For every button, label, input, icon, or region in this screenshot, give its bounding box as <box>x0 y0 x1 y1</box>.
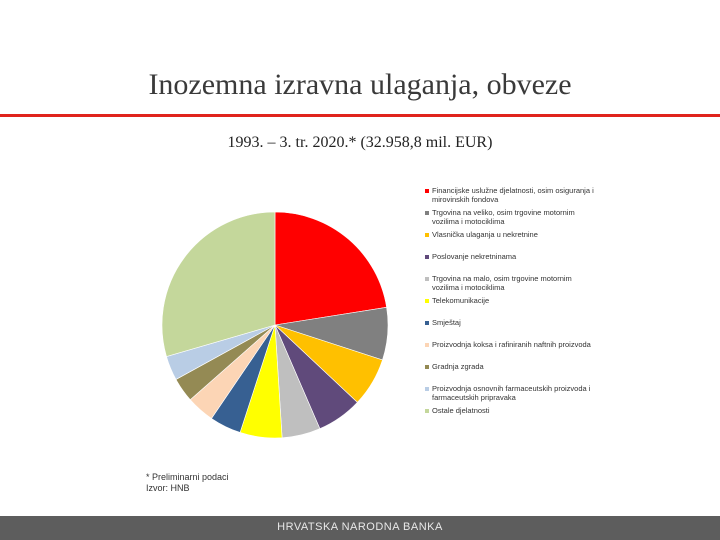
legend-label: Gradnja zgrada <box>432 362 484 371</box>
footer-bar <box>0 516 720 540</box>
footnote <box>146 472 229 494</box>
legend-item <box>425 252 595 274</box>
legend-label: Smještaj <box>432 318 461 327</box>
legend-swatch <box>425 409 429 413</box>
pie-slice <box>275 212 387 325</box>
legend-swatch <box>425 277 429 281</box>
legend-item <box>425 406 595 428</box>
title-divider <box>0 114 720 117</box>
legend-item <box>425 384 595 406</box>
legend-swatch <box>425 299 429 303</box>
legend-label: Vlasnička ulaganja u nekretnine <box>432 230 538 239</box>
legend-item <box>425 186 595 208</box>
legend-label: Proizvodnja osnovnih farmaceutskih proizvoda i farmaceutskih pripravaka <box>432 384 591 402</box>
legend-label: Trgovina na malo, osim trgovine motornim vozilima i motociklima <box>432 274 572 292</box>
legend-item <box>425 362 595 384</box>
footnote-preliminary: * Preliminarni podaci <box>146 472 229 482</box>
legend-swatch <box>425 387 429 391</box>
chart-legend <box>425 186 595 428</box>
legend-label: Telekomunikacije <box>432 296 490 305</box>
legend-item <box>425 230 595 252</box>
footer-brand: HRVATSKA NARODNA BANKA <box>277 521 443 533</box>
legend-swatch <box>425 255 429 259</box>
legend-swatch <box>425 321 429 325</box>
chart-subtitle: 1993. – 3. tr. 2020.* (32.958,8 mil. EUR) <box>227 134 493 151</box>
legend-item <box>425 274 595 296</box>
legend-swatch <box>425 211 429 215</box>
legend-label: Proizvodnja koksa i rafiniranih naftnih proizvoda <box>432 340 591 349</box>
legend-label: Poslovanje nekretninama <box>432 252 517 261</box>
legend-swatch <box>425 189 429 193</box>
footnote-source: Izvor: HNB <box>146 483 190 493</box>
legend-swatch <box>425 343 429 347</box>
pie-chart <box>150 200 400 450</box>
legend-swatch <box>425 365 429 369</box>
legend-item <box>425 296 595 318</box>
legend-label: Trgovina na veliko, osim trgovine motornim vozilima i motociklima <box>432 208 575 226</box>
legend-swatch <box>425 233 429 237</box>
legend-item <box>425 340 595 362</box>
legend-label: Financijske uslužne djelatnosti, osim osiguranja i mirovinskih fondova <box>432 186 594 204</box>
slide-title: Inozemna izravna ulaganja, obveze <box>148 68 572 101</box>
legend-item <box>425 318 595 340</box>
legend-item <box>425 208 595 230</box>
legend-label: Ostale djelatnosti <box>432 406 490 415</box>
